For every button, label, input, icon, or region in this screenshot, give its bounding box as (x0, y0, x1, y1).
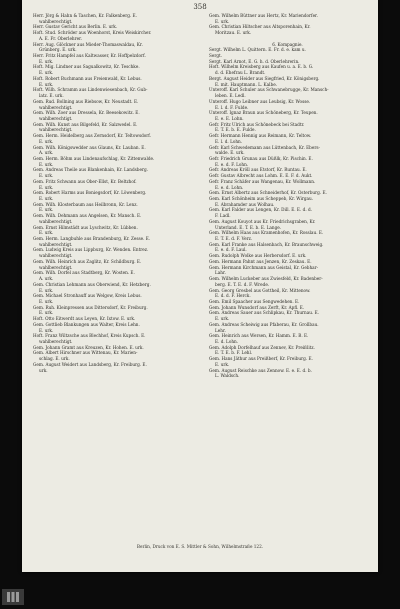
roster-entry-line: Sergt. Karl Arnot, E. G. h. d. Oberlehrerin. (209, 58, 300, 64)
roster-entry-line: Hoft. Robert Buchmann aus Freienwald, Kr. Lebus. (33, 75, 142, 81)
roster-entry-line: Gem. Albert Hirschner aus Wittenau, Kr. Marien- (33, 350, 138, 356)
roster-entry-line: E. urk. (215, 361, 230, 367)
roster-entry-line: Gem. Wilh. Dorfel aus Stadtberg, Kr. Wosten. E. (33, 270, 135, 276)
roster-entry-line: 6. Kompagnie. (272, 41, 303, 47)
roster-entry-line: Gem. Christian Lehmann aus Oberwiend, Kr. Hetzberg. (33, 281, 151, 287)
roster-entry-line: Gem. Wilh. Königswedder aus Glauns, Kr. Lauban. E. (33, 144, 146, 150)
printer-footer: Berlin, Druck von E. S. Mittler & Sohn, Wilhelmstraße 122. (136, 544, 264, 549)
roster-entry-line: Hoft. Mig. Lindner aus Sagualkowitz, Kr. Teschke. (33, 64, 140, 70)
roster-entry-line: E. urk. (39, 207, 54, 213)
roster-entry-line: urk. (39, 367, 48, 373)
roster-entry-line: E. urk. (39, 310, 54, 316)
library-logo (2, 589, 24, 605)
roster-entry-line: Gefr. Friedrich Grunau aus Düßlk, Kr. Pischin. E. (209, 155, 313, 161)
roster-entry-line: Gefr. Fritz Ulrich aus Schönebeck bei Stadtr. (209, 121, 305, 127)
roster-entry-line: E. urk. (39, 327, 54, 333)
roster-entry-line: E. e. d. F. Laul. (215, 247, 247, 253)
document-page (22, 0, 378, 572)
roster-entry-line: E. urk. (39, 173, 54, 179)
roster-entry-line: E. e. d. Lohn. (215, 184, 244, 190)
roster-entry-line: wahlberechtigt. (39, 264, 73, 270)
roster-entry-line: Hoft. Stud. Schröder aus Woenhorst, Kreis Weiskircher. (33, 30, 152, 36)
roster-entry-line: Gem. Heinrich aus Wersen, Kr. Hamm. E. B. E. (209, 333, 309, 339)
roster-entry-line: E. urk. (215, 316, 230, 322)
roster-entry-line: wahlberechtigt. (39, 338, 73, 344)
roster-entry-line: Gem. Herm. Heidelberg aus Zernsdorf, Kr. Teltowsdorf. (33, 133, 152, 139)
roster-entry-line: Gefr. Franz Schäfer aus Wangenau, Kr. Wollmann. (209, 178, 316, 184)
roster-entry-line: Gem. August Weidert aus Landsberg, Kr. Freiburg. E. (33, 361, 147, 367)
roster-entry-line: Bergt. August Heider aus Siegfried, Kr. Königsberg. (209, 75, 320, 81)
roster-entry-line: Unterland. E. T. E. b. E. Lange. (215, 224, 282, 230)
roster-entry-line: E. l. d. F. Fulde. (215, 104, 249, 110)
roster-entry-line: Gem. Georg Gresbel aus Gottheil, Kr. Mittenow. (209, 287, 311, 293)
roster-entry-line: Herr. Gustav Gericht aus Berlin. E. urk. (33, 24, 118, 30)
roster-entry-line: Gem. Rudolph Wolke aus Herbersdorf. E. urk. (209, 253, 307, 259)
roster-entry-line: Gem. Ludwig Kreis aus Lippburg, Kr. Wenden. Entrez. (33, 247, 149, 253)
roster-entry-line: Herr. Fritz Hampfel aus Kaltwasser, Kr. Hoffpelzdorf. (33, 53, 146, 59)
roster-entry-line: Gem. Christian Hiltscher aus Altsporenhain, Kr. (209, 24, 311, 30)
roster-entry-line: Gem. Wilh. Zoer aus Dressela, Kr. Beesekowitz. E. (33, 110, 140, 116)
roster-entry-line: Sergt. (209, 53, 223, 59)
roster-entry-line: E. e. d. F. Lohn. (215, 161, 249, 167)
roster-entry-line: L. Waldsch. (215, 373, 240, 379)
roster-entry-line: A. urk. (39, 276, 54, 282)
roster-entry-line: Gefr. Gustav Albrecht aus Lohm. E. E. F. d. Aukt. (209, 173, 313, 179)
roster-entry-line: Gem. Robert Harms aus Boniegsdorf, Kr. Löwenberg. (33, 190, 147, 196)
roster-entry-line: Hoft. Wilh. Schramm aus Lindenwiesenbach, Kr. Gub- (33, 87, 148, 93)
roster-entry-line: Gem. Johann Gramt aus Kreuzen, Kr. Hohen. E. urk. (33, 344, 144, 350)
roster-entry-line: Gem. Wilh. Kunst aus Bilgefeld, Kr. Salzwedel. E. (33, 121, 138, 127)
left-column (33, 13, 190, 373)
roster-entry-line: d. d. Ehefrau L. Brandt. (215, 70, 266, 76)
roster-entry-line: Gem. Ernst Hilmstädt aus Lyschwitz, Kr. Lübben. (33, 224, 138, 230)
roster-entry-line: Gem. Karl Schönheim aus Scheppeb, Kr. Wirgau. (209, 196, 314, 201)
roster-entry-line: Gem. Wilhelm Büttner aus Hertz, Kr. Mariendorfer. (209, 13, 318, 18)
roster-entry-line: E. urk. (215, 18, 230, 24)
roster-entry-line: walde. E. urk. (215, 150, 245, 156)
roster-entry-line: Gem. Wilhelm Haas aus Kramenhofen, Kr. Rosslau. E. (209, 230, 324, 236)
roster-entry-line: Gem. Ernst Albertz aus Schneiderhof, Kr. Osterburg. E. (209, 190, 327, 196)
roster-entry-line: Hoft. Otto Eitwerdt aus Leyen, Kr. Ixtow. E. urk. (33, 316, 136, 322)
roster-entry-line: Gem. Herm. Langbuhle aus Brandenburg, Kr. Zesse. E. (33, 236, 151, 242)
roster-entry-line: leben. E. Ledl. (215, 93, 246, 99)
roster-entry-line: wahlberechtigt. (39, 218, 73, 224)
roster-entry-line: Unteroff. Karl Schuler aus Schwanebrugge, Kr. Mansch- (209, 87, 329, 93)
roster-entry-line: Gem. Fritz Schwann aus Ober-Ellst, Kr. Beltzhof. (33, 178, 137, 184)
roster-entry-line: E. urk. (39, 230, 54, 236)
roster-entry-line: schlag. E. urk. (39, 356, 70, 362)
roster-entry-line: E. urk. (39, 161, 54, 167)
roster-entry-line: E. T. E. d. F. Verz. (215, 236, 253, 242)
roster-entry-line: wahlberechtigt. (39, 127, 73, 133)
roster-entry-line: E. urk. (39, 81, 54, 87)
roster-entry-line: E. l. d. Lohn. (215, 138, 243, 144)
roster-entry-line: wahlberechtigt. (39, 18, 73, 24)
roster-entry-line: Unteroff. Hugo Leibner aus Leubsig, Kr. Wosse. (209, 98, 311, 104)
roster-entry-line: wahlberechtigt. (39, 115, 73, 121)
roster-entry-line: Moritzau. E. urk. (215, 30, 252, 36)
roster-entry-line: wahlberechtigt. (39, 104, 73, 110)
roster-entry-line: Gem. Rud. Bollning aus Riebsow, Kr. Neustadt. E. (33, 98, 139, 104)
roster-entry-line: wahlberechtigt. (39, 241, 73, 247)
roster-entry-line: E. T. E. b. F. Lehl. (215, 350, 253, 356)
roster-entry-line: Sergt. Wilhelm L. Quittern. E. Fr. d. e. kam u. (209, 47, 306, 53)
roster-entry-line: F. Ladl. (215, 213, 231, 219)
library-logo-icon (7, 592, 19, 602)
roster-entry-line: Gem. Johann Wunsdorf aus Zerft, Kr. Apfl. E. (209, 304, 305, 310)
right-column (209, 13, 366, 379)
roster-entry-line: E. d. Lohn. (215, 338, 239, 344)
roster-entry-line: Gem. Hans Jäthur aus Preißberf, Kr. Freiburg. E. (209, 356, 313, 362)
roster-entry-line: Herr. Jörg & Hahn & Taschen, Kr. Falkenberg. E. (33, 13, 137, 18)
roster-entry-line: Gefr. Andreas Kröll aus Etstorf, Kr. Runtau. E. (209, 167, 307, 173)
roster-entry-line: latz. E. urk. (39, 93, 64, 99)
roster-entry-line: Gem. Andreas Scheiwig aus Pfaberau, Kr. Grollbau. (209, 321, 319, 327)
roster-entry-line: Gefr. Hermann Hennig aus Reimann, Kr. Teltow. (209, 133, 312, 139)
roster-entry-line: E. mit. Hauptmann. L. Kalbe. (215, 81, 278, 87)
roster-entry-line: E. e. E. Lohn. (215, 115, 244, 121)
roster-entry-line: Gem. Karl Falder aus Lengen, Kr. Dill. E. E. d. d. (209, 207, 313, 213)
roster-entry-line: Gem. Andreas Theile aus Blankenhain, Kr. Landsberg. (33, 167, 148, 173)
roster-entry-line: Gem. Hermann Kirchmann aus Geistal, Kr. Gebhar- (209, 264, 319, 270)
roster-entry-line: E. urk. (39, 184, 54, 190)
roster-entry-line: wahlberechtigt. (39, 253, 73, 259)
roster-entry-line: Gem. Hermann Pahnt aus Jenzen, Kr. Zeskau. E. (209, 258, 312, 264)
roster-entry-line: Gem. Wilhelm Luckeber aus Zwiesfeld, Kr. Badenber- (209, 276, 323, 282)
roster-entry-line: E. d. d. F. Herck. (215, 293, 251, 299)
roster-entry-line: Gem. Ruh. Kleinpressen aus Dittersdorf, Kr. Freiburg. (33, 304, 148, 310)
roster-entry-line: Gem. Emil Spaacher aus Sengwedehen. E. (209, 298, 300, 304)
roster-entry-line: A. urk. (39, 150, 54, 156)
roster-entry-line: Gem. Wilh. Dehmann aus Angelsen, Kr. Mansch. E. (33, 213, 142, 219)
roster-entry-line: Gem. Karl Franke aus Halsenbach, Kr. Braunschweig. (209, 241, 324, 247)
roster-entry-line: Lehr. (215, 327, 226, 333)
roster-entry-line: E. T. E. b. E. Fulde. (215, 127, 256, 133)
roster-entry-line: E. Abrahamder aus Wolhau. (215, 201, 275, 207)
roster-entry-line: E. urk. (39, 196, 54, 201)
roster-entry-line: Gem. Herm. Böhm aus Lindenaufschlag, Kr. Zittenwalde. (33, 155, 155, 161)
roster-entry-line: E. urk. (39, 298, 54, 304)
roster-entry-line: Gem. Wilh. Klosterbaum aus Heilbronn, Kr. Lenz. (33, 201, 138, 207)
roster-entry-line: Gem. Wilh. Heinrich aus Zaglitz, Kr. Schildburg. E. (33, 258, 142, 264)
roster-entry-line: Hoft. Wilhelm Kreisberg aus Kaufen u. a. E. b. G. (209, 64, 314, 70)
roster-entry-line: Gem. August Kouyot aus Kr. Friedrichsgraben, Kr. (209, 218, 316, 224)
roster-entry-line: Gefr. Karl Schwedemann aus Lüttenbach, Kr. Ebers- (209, 144, 320, 150)
roster-entry-line: E. urk. (39, 58, 54, 64)
roster-entry-line: Unteroff. Ignaz Braun aus Schöneberg, Kr. Teupen. (209, 110, 318, 116)
roster-entry-line: E. urk. (39, 70, 54, 76)
roster-entry-line: Gem. Michael Stronhauff aus Welgow, Kreis Lebus. (33, 293, 142, 299)
roster-entry-line: berg. E. T. E. d. F. Wrede. (215, 281, 270, 287)
roster-entry-line: A. E. Fr. Oberlehrer. (39, 35, 82, 41)
roster-entry-line: Grünberg. E. urk. (39, 47, 77, 53)
roster-entry-line: Lahr. (215, 270, 226, 276)
roster-entry-line: Hoft. Franz Wiltzsche aus Blechhof, Kreis Kupsch. E. (33, 333, 146, 339)
roster-entry-line: E. urk. (39, 287, 54, 293)
roster-entry-line: Gem. Andreas Sauer aus Schlipkau, Kr. Thurnau. E. (209, 310, 319, 316)
page-number: 358 (193, 3, 207, 11)
roster-entry-line: Gem. August Reischke aus Zennow. E. e. E. d. b. (209, 367, 312, 373)
roster-entry-line: Gem. Gottlieb Blankungen aus Walter, Kreis Lehn. (33, 321, 140, 327)
roster-entry-line: Herr. Aug. Glöckner aus Mieder-Thomaswaldau, Kr. (33, 41, 143, 47)
roster-entry-line: Gem. Adolph Dorfelhauf aus Zennev, Kr. Preißlitz. (209, 344, 315, 350)
roster-entry-line: E. urk. (39, 138, 54, 144)
